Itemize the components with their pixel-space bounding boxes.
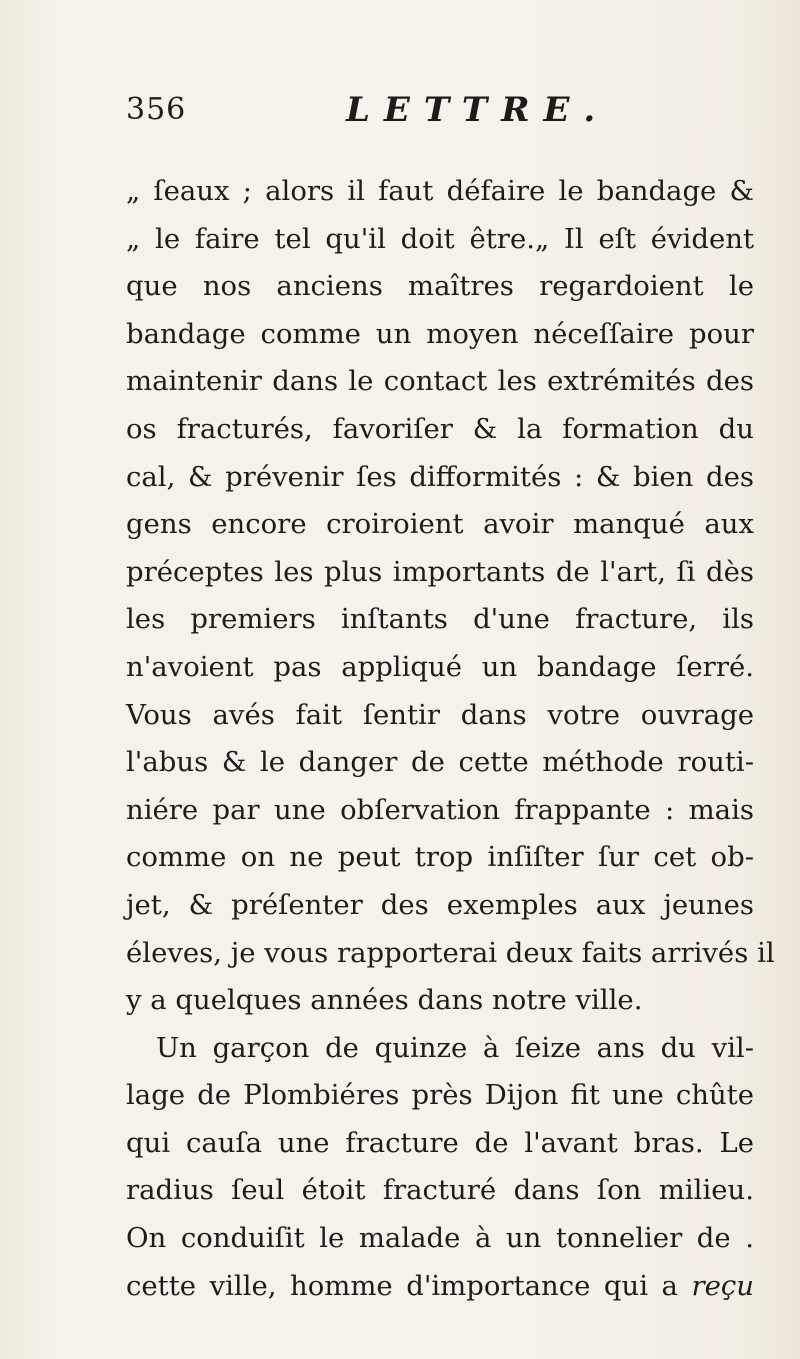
text-line: maintenir dans le contact les extrémités des — [126, 365, 754, 398]
text-line: gens encore croiroient avoir manqué aux — [126, 508, 754, 541]
text-line: lage de Plombiéres près Dijon fit une chûte — [126, 1079, 754, 1112]
text-line: On conduiſit le malade à un tonnelier de . — [126, 1222, 754, 1255]
page-number: 356 — [126, 92, 187, 127]
text-line: „ ſeaux ; alors il faut défaire le bandage & — [126, 175, 754, 207]
text-line: cal, & prévenir ſes difformités : & bien des — [126, 460, 754, 493]
text-line: que nos anciens maîtres regardoient le — [126, 270, 754, 303]
text-line: y a quelques années dans notre ville. — [126, 984, 643, 1017]
running-title: LETTRE. — [346, 90, 610, 130]
text-line: préceptes les plus importants de l'art, ſi dès — [126, 555, 754, 588]
text-line: „ le faire tel qu'il doit être.„ Il eſt évident — [126, 222, 754, 255]
text-line: os fracturés, favoriſer & la formation du — [126, 412, 754, 445]
text-line: niére par une obſervation frappante : mais — [126, 793, 754, 826]
text-line-content: cette ville, homme d'importance qui a — [126, 1269, 678, 1302]
text-line: bandage comme un moyen néceſſaire pour — [126, 317, 754, 350]
page-header — [126, 92, 726, 142]
text-line: jet, & préſenter des exemples aux jeunes — [126, 888, 754, 921]
body-text — [126, 168, 775, 1310]
text-line: n'avoient pas appliqué un bandage ſerré. — [126, 650, 754, 683]
text-line: les premiers inſtants d'une fracture, ils — [126, 603, 754, 636]
text-line: éleves, je vous rapporterai deux faits arrivés il — [126, 936, 775, 969]
text-line: qui cauſa une fracture de l'avant bras. Le — [126, 1126, 754, 1159]
text-line: comme on ne peut trop inſiſter ſur cet ob- — [126, 841, 754, 874]
last-text-line — [126, 1263, 754, 1311]
text-line: Vous avés fait ſentir dans votre ouvrage — [126, 698, 754, 731]
text-line: Un garçon de quinze à ſeize ans du vil- — [156, 1031, 754, 1064]
text-line: radius ſeul étoit fracturé dans ſon milieu. — [126, 1174, 754, 1207]
text-line: l'abus & le danger de cette méthode routi- — [126, 746, 754, 779]
catchword: reçu — [691, 1269, 754, 1302]
